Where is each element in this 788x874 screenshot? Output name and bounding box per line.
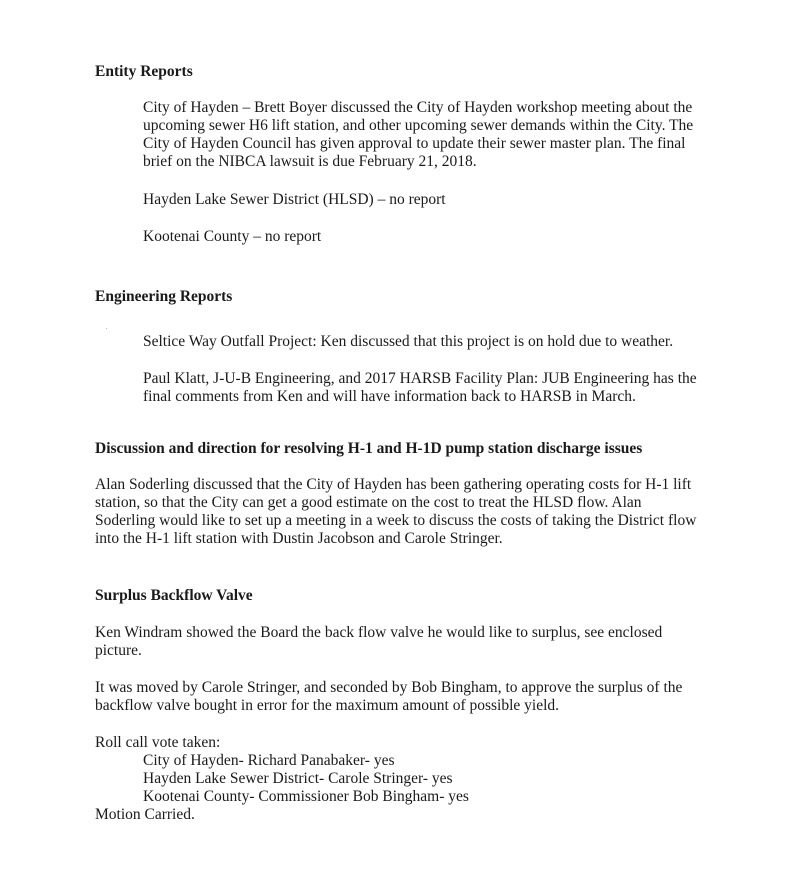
surplus-body-2 bbox=[95, 679, 720, 715]
roll-call-label: Roll call vote taken: bbox=[95, 734, 221, 751]
motion-result: Motion Carried. bbox=[95, 806, 195, 823]
vote-item: City of Hayden- Richard Panabaker- yes bbox=[143, 752, 395, 769]
surplus-heading: Surplus Backflow Valve bbox=[95, 587, 253, 604]
scan-speck bbox=[106, 328, 107, 329]
body-line: Soderling would like to set up a meeting in a week to discuss the costs of taking the District flow bbox=[95, 512, 697, 529]
vote-item: Kootenai County- Commissioner Bob Bingham- yes bbox=[143, 788, 469, 805]
report-line: final comments from Ken and will have information back to HARSB in March. bbox=[143, 388, 636, 405]
surplus-body-1 bbox=[95, 624, 720, 660]
seltice-report: Seltice Way Outfall Project: Ken discussed that this project is on hold due to weather. bbox=[143, 333, 674, 350]
body-line: backflow valve bought in error for the maximum amount of possible yield. bbox=[95, 697, 560, 714]
body-line: It was moved by Carole Stringer, and seconded by Bob Bingham, to approve the surplus of the bbox=[95, 679, 683, 696]
vote-item: Hayden Lake Sewer District- Carole Stringer- yes bbox=[143, 770, 453, 787]
discussion-heading: Discussion and direction for resolving H-1 and H-1D pump station discharge issues bbox=[95, 440, 643, 457]
report-line: upcoming sewer H6 lift station, and other upcoming sewer demands within the City. The bbox=[143, 117, 694, 134]
city-of-hayden-report bbox=[143, 99, 738, 171]
report-line: Paul Klatt, J-U-B Engineering, and 2017 HARSB Facility Plan: JUB Engineering has the bbox=[143, 370, 697, 387]
engineering-reports-heading: Engineering Reports bbox=[95, 288, 233, 305]
klatt-report bbox=[143, 370, 738, 406]
hlsd-report: Hayden Lake Sewer District (HLSD) – no report bbox=[143, 191, 446, 208]
report-line: City of Hayden – Brett Boyer discussed the City of Hayden workshop meeting about the bbox=[143, 99, 693, 116]
vote-list bbox=[143, 752, 738, 806]
discussion-body bbox=[95, 476, 720, 548]
report-line: City of Hayden Council has given approval to update their sewer master plan. The final bbox=[143, 135, 686, 152]
kootenai-report: Kootenai County – no report bbox=[143, 228, 322, 245]
body-line: picture. bbox=[95, 642, 142, 659]
body-line: station, so that the City can get a good estimate on the cost to treat the HLSD flow. Alan bbox=[95, 494, 642, 511]
body-line: Alan Soderling discussed that the City of Hayden has been gathering operating costs for H-1 lift bbox=[95, 476, 692, 493]
body-line: into the H-1 lift station with Dustin Jacobson and Carole Stringer. bbox=[95, 530, 503, 547]
entity-reports-heading: Entity Reports bbox=[95, 63, 193, 80]
report-line: brief on the NIBCA lawsuit is due February 21, 2018. bbox=[143, 153, 477, 170]
body-line: Ken Windram showed the Board the back flow valve he would like to surplus, see enclosed bbox=[95, 624, 663, 641]
